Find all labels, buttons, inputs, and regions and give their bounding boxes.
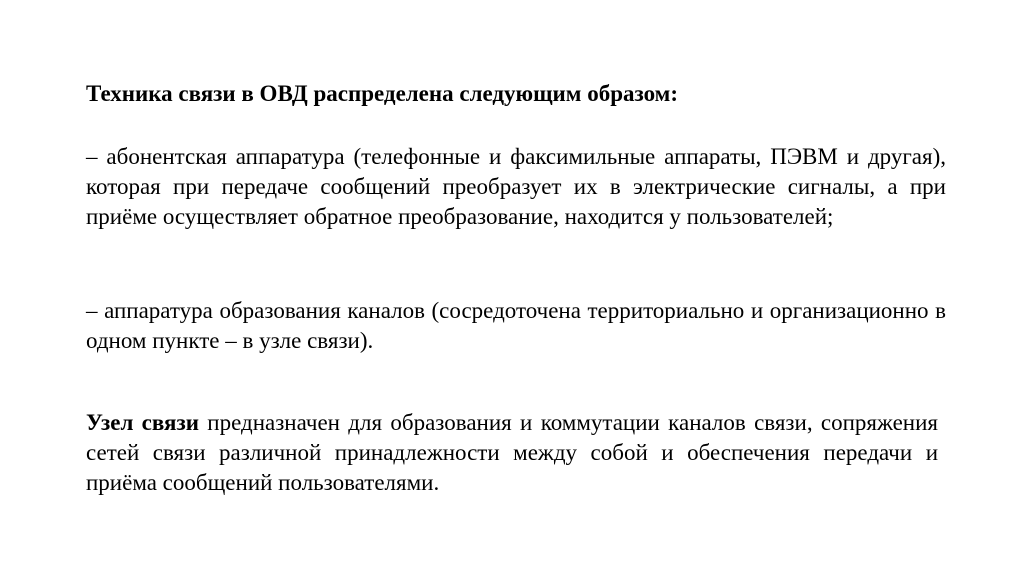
slide-heading: Техника связи в ОВД распределена следующим образом:	[86, 81, 678, 106]
list-item-subscriber-equipment: – абонентская аппаратура (телефонные и факсимильные аппараты, ПЭВМ и другая), которая при передаче сообщений преобразует их в электрические сигналы, а при приёме осуществляет обратное преобразование, находится у пользователей;	[86, 144, 946, 229]
definition-text: предназначен для образования и коммутации каналов связи, сопряжения сетей связи различной принадлежности между собой и обеспечения передачи и приёма сообщений пользователями.	[86, 410, 938, 495]
paragraph-communication-node	[86, 408, 938, 498]
term-communication-node: Узел связи	[86, 410, 199, 435]
list-item-channel-equipment: – аппаратура образования каналов (сосредоточена территориально и организационно в одном пункте – в узле связи).	[86, 298, 946, 353]
